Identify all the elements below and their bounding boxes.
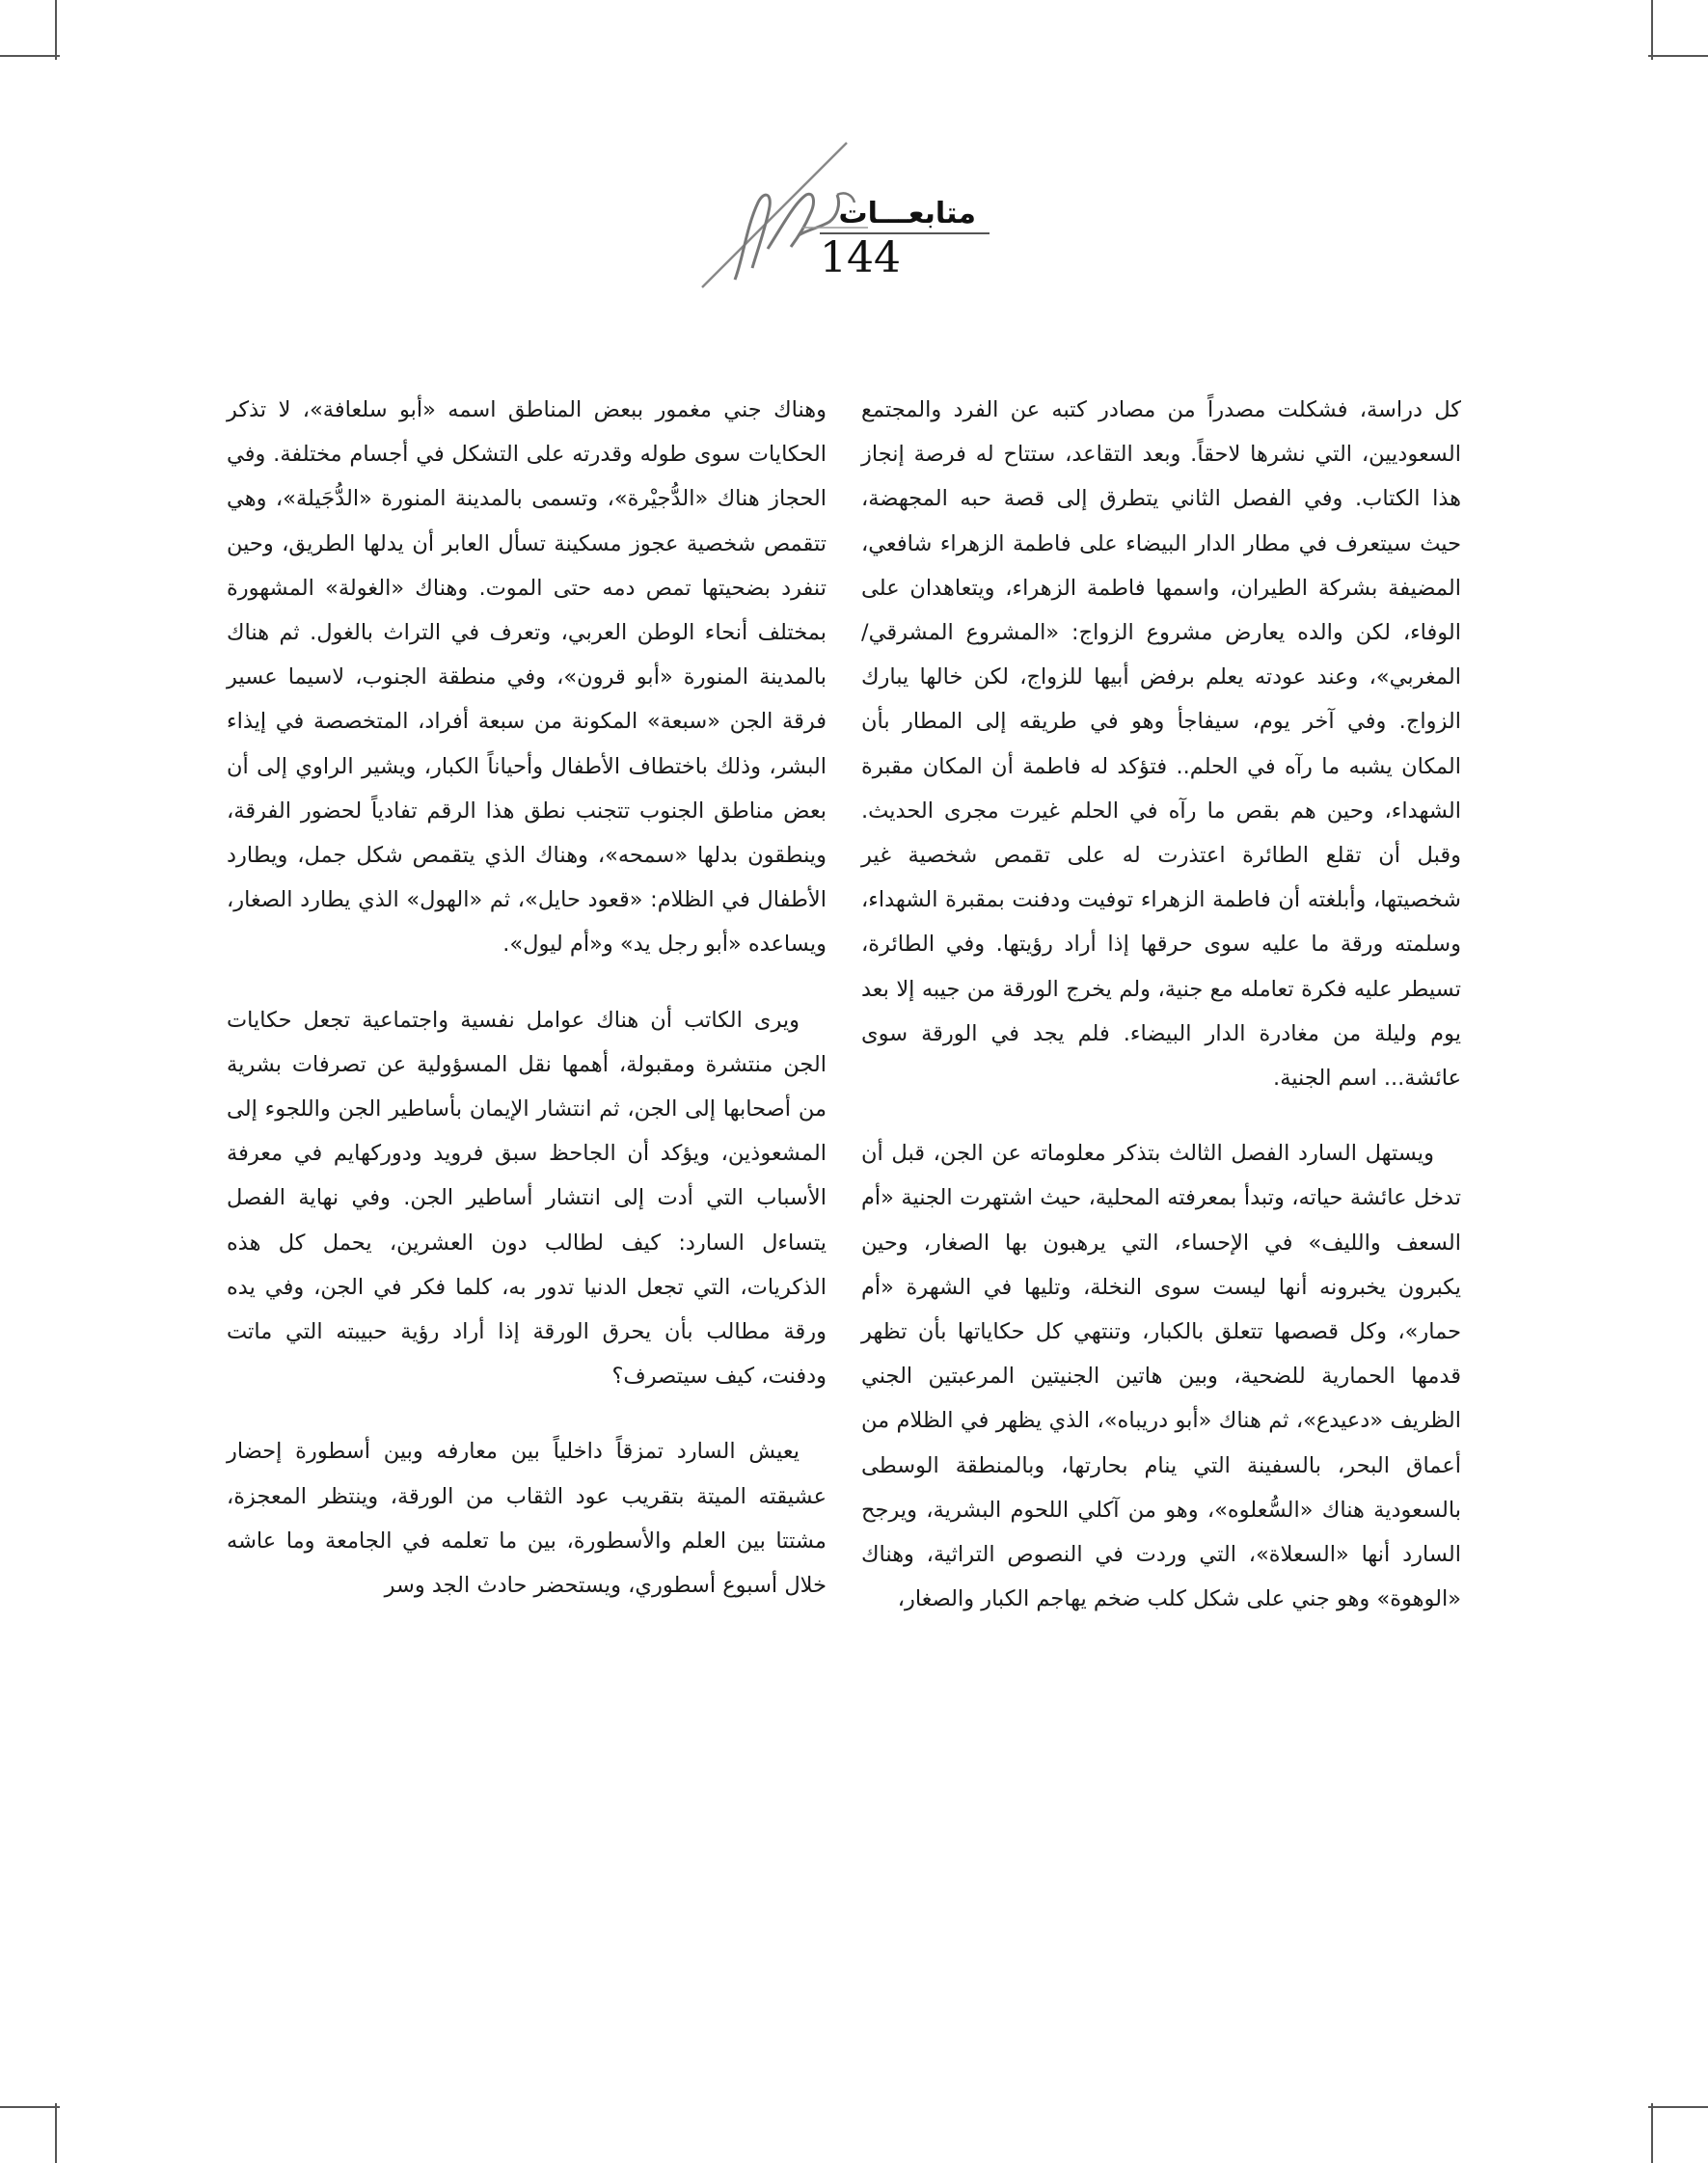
magazine-logo-icon — [675, 135, 1080, 328]
crop-mark-top-right-h — [1648, 55, 1708, 57]
text-column-right — [861, 388, 1461, 1652]
section-label: متابعـــات — [838, 197, 976, 230]
crop-mark-top-left-h — [0, 55, 60, 57]
paragraph: كل دراسة، فشكلت مصدراً من مصادر كتبه عن الفرد والمجتمع السعوديين، التي نشرها لاحقاً. وبعد التقاعد، ستتاح له فرصة إنجاز هذا الكتاب. وفي الفصل الثاني يتطرق إلى قصة حبه المجهضة، حيث سيتعرف في مطار الدار البيضاء على فاطمة الزهراء شافعي، المضيفة بشركة الطيران، واسمها فاطمة الزهراء، ويتعاهدان على الوفاء، لكن والده يعارض مشروع الزواج: «المشروع المشرقي/ المغربي»، وعند عودته يعلم برفض أبيها للزواج، لكن خالها يبارك الزواج. وفي آخر يوم، سيفاجأ وهو في طريقه إلى المطار بأن المكان يشبه ما رآه في الحلم.. فتؤكد له فاطمة أن المكان مقبرة الشهداء، وحين هم بقص ما رآه في الحلم غيرت مجرى الحديث. وقبل أن تقلع الطائرة اعتذرت له على تقمص شخصية غير شخصيتها، وأبلغته أن فاطمة الزهراء توفيت ودفنت بمقبرة الشهداء، وسلمته ورقة ما عليه سوى حرقها إذا أراد رؤيتها. وفي الطائرة، تسيطر عليه فكرة تعامله مع جنية، ولم يخرج الورقة من جيبه إلا بعد يوم وليلة من مغادرة الدار البيضاء. فلم يجد في الورقة سوى عائشة... اسم الجنية. — [861, 397, 1461, 1092]
running-header — [675, 135, 1080, 328]
crop-mark-bottom-left — [55, 2103, 57, 2163]
paragraph: وهناك جني مغمور ببعض المناطق اسمه «أبو سلعافة»، لا تذكر الحكايات سوى طوله وقدرته على التشكل في أجسام مختلفة. وفي الحجاز هناك «الدُّجيْرة»، وتسمى بالمدينة المنورة «الدُّجَيلة»، وهي تتقمص شخصية عجوز مسكينة تسأل العابر أن يدلها الطريق، وحين تنفرد بضحيتها تمص دمه حتى الموت. وهناك «الغولة» المشهورة بمختلف أنحاء الوطن العربي، وتعرف في التراث بالغول. ثم هناك بالمدينة المنورة «أبو قرون»، وفي منطقة الجنوب، لاسيما عسير فرقة الجن «سبعة» المكونة من سبعة أفراد، المتخصصة في إيذاء البشر، وذلك باختطاف الأطفال وأحياناً الكبار، ويشير الراوي إلى أن بعض مناطق الجنوب تتجنب نطق هذا الرقم تفادياً لحضور الفرقة، وينطقون بدلها «سمحه»، وهناك الذي يتقمص شكل جمل، ويطارد الأطفال في الظلام: «قعود حايل»، ثم «الهول» الذي يطارد الصغار، ويساعده «أبو رجل يد» و«أم ليول». — [227, 397, 827, 958]
crop-mark-top-left — [55, 0, 57, 60]
crop-mark-bottom-left-h — [0, 2106, 60, 2108]
paragraph: ويستهل السارد الفصل الثالث بتذكر معلوماته عن الجن، قبل أن تدخل عائشة حياته، وتبدأ بمعرفته المحلية، حيث اشتهرت الجنية «أم السعف والليف» في الإحساء، التي يرهبون بها الصغار، وحين يكبرون يخبرونه أنها ليست سوى النخلة، وتليها في الشهرة «أم حمار»، وكل قصصها تتعلق بالكبار، وتنتهي كل حكاياتها بأن تظهر قدمها الحمارية للضحية، وبين هاتين الجنيتين المرعبتين الجني الظريف «دعيدع»، ثم هناك «أبو دريباه»، الذي يظهر في الظلام من أعماق البحر، بالسفينة التي ينام بحارتها، وبالمنطقة الوسطى بالسعودية هناك «السُّعلوه»، وهو من آكلي اللحوم البشرية، ويرجح السارد أنها «السعلاة»، التي وردت في النصوص التراثية، وهناك «الوهوة» وهو جني على شكل كلب ضخم يهاجم الكبار والصغار، — [861, 1141, 1461, 1612]
crop-mark-bottom-right-h — [1648, 2106, 1708, 2108]
paragraph: ويرى الكاتب أن هناك عوامل نفسية واجتماعية تجعل حكايات الجن منتشرة ومقبولة، أهمها نقل المسؤولية عن تصرفات بشرية من أصحابها إلى الجن، ثم انتشار الإيمان بأساطير الجن واللجوء إلى المشعوذين، ويؤكد أن الجاحظ سبق فرويد ودوركهايم في معرفة الأسباب التي أدت إلى انتشار أساطير الجن. وفي نهاية الفصل يتساءل السارد: كيف لطالب دون العشرين، يحمل كل هذه الذكريات، التي تجعل الدنيا تدور به، كلما فكر في الجن، وفي يده ورقة مطالب بأن يحرق الورقة إذا أراد رؤية حبيبته التي ماتت ودفنت، كيف سيتصرف؟ — [227, 1007, 827, 1390]
crop-mark-bottom-right — [1651, 2103, 1653, 2163]
text-column-left — [227, 388, 827, 1638]
page-number: 144 — [820, 233, 901, 283]
crop-mark-top-right — [1651, 0, 1653, 60]
paragraph: يعيش السارد تمزقاً داخلياً بين معارفه وبين أسطورة إحضار عشيقته الميتة بتقريب عود الثقاب من الورقة، وينتظر المعجزة، مشتتا بين العلم والأسطورة، بين ما تعلمه في الجامعة وما عاشه خلال أسبوع أسطوري، ويستحضر حادث الجد وسر — [227, 1439, 827, 1599]
